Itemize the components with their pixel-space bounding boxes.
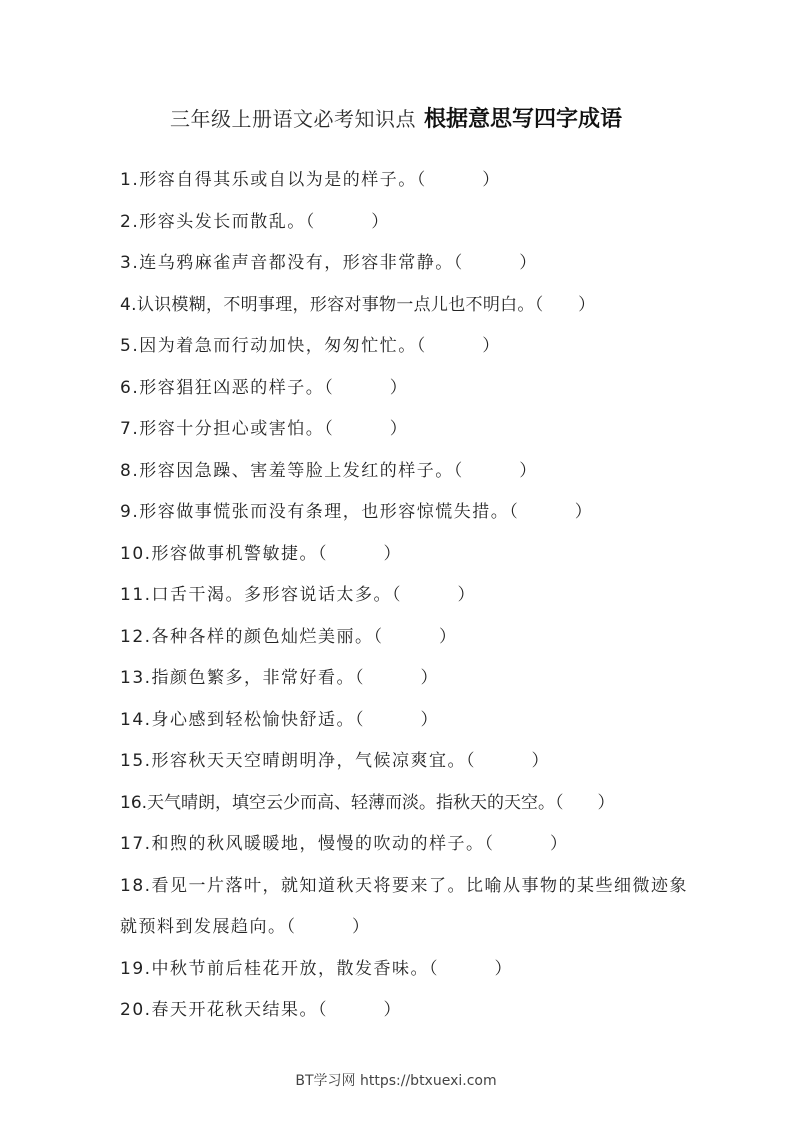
question-item: 13.指颜色繁多，非常好看。（ ）: [120, 668, 440, 688]
question-item: 12.各种各样的颜色灿烂美丽。（ ）: [120, 626, 458, 647]
page-title: [0, 102, 792, 133]
title-main: 根据意思写四字成语: [423, 107, 622, 132]
title-prefix: 三年级上册语文必考知识点: [169, 107, 416, 131]
question-item: 20.春天开花秋天结果。（ ）: [120, 1000, 403, 1020]
question-item: 7.形容十分担心或害怕。（ ）: [120, 419, 409, 439]
question-item: 1.形容自得其乐或自以为是的样子。（ ）: [120, 170, 501, 190]
question-item: 5.因为着急而行动加快，匆匆忙忙。（ ）: [120, 336, 501, 356]
question-item: 6.形容猖狂凶恶的样子。（ ）: [120, 377, 409, 398]
question-item: 2.形容头发长而散乱。（ ）: [120, 211, 390, 232]
question-item: 19.中秋节前后桂花开放，散发香味。（ ）: [120, 958, 514, 979]
question-item: 16.天气晴朗，填空云少而高、轻薄而淡。指秋天的天空。（ ）: [120, 792, 615, 813]
footer-watermark: BT学习网 https://btxuexi.com: [295, 1073, 497, 1089]
question-item: 15.形容秋天天空晴朗明净，气候凉爽宜。（ ）: [120, 751, 551, 771]
question-item: 14.身心感到轻松愉快舒适。（ ）: [120, 709, 440, 730]
question-item: 17.和煦的秋风暖暖地，慢慢的吹动的样子。（ ）: [120, 834, 569, 854]
question-item: 4.认识模糊，不明事理，形容对事物一点儿也不明白。（ ）: [120, 294, 596, 315]
question-item: 11.口舌干渴。多形容说话太多。（ ）: [120, 585, 477, 605]
question-item: 18.看见一片落叶，就知道秋天将要来了。比喻从事物的某些细微迹象就预料到发展趋向。（ ）: [120, 875, 689, 937]
question-item: 10.形容做事机警敏捷。（ ）: [120, 543, 403, 564]
question-item: 8.形容因急躁、害羞等脸上发红的样子。（ ）: [120, 460, 538, 481]
question-item: 3.连乌鸦麻雀声音都没有，形容非常静。（ ）: [120, 253, 538, 273]
question-list: [120, 160, 690, 1032]
question-item: 9.形容做事慌张而没有条理，也形容惊慌失措。（ ）: [120, 502, 594, 522]
